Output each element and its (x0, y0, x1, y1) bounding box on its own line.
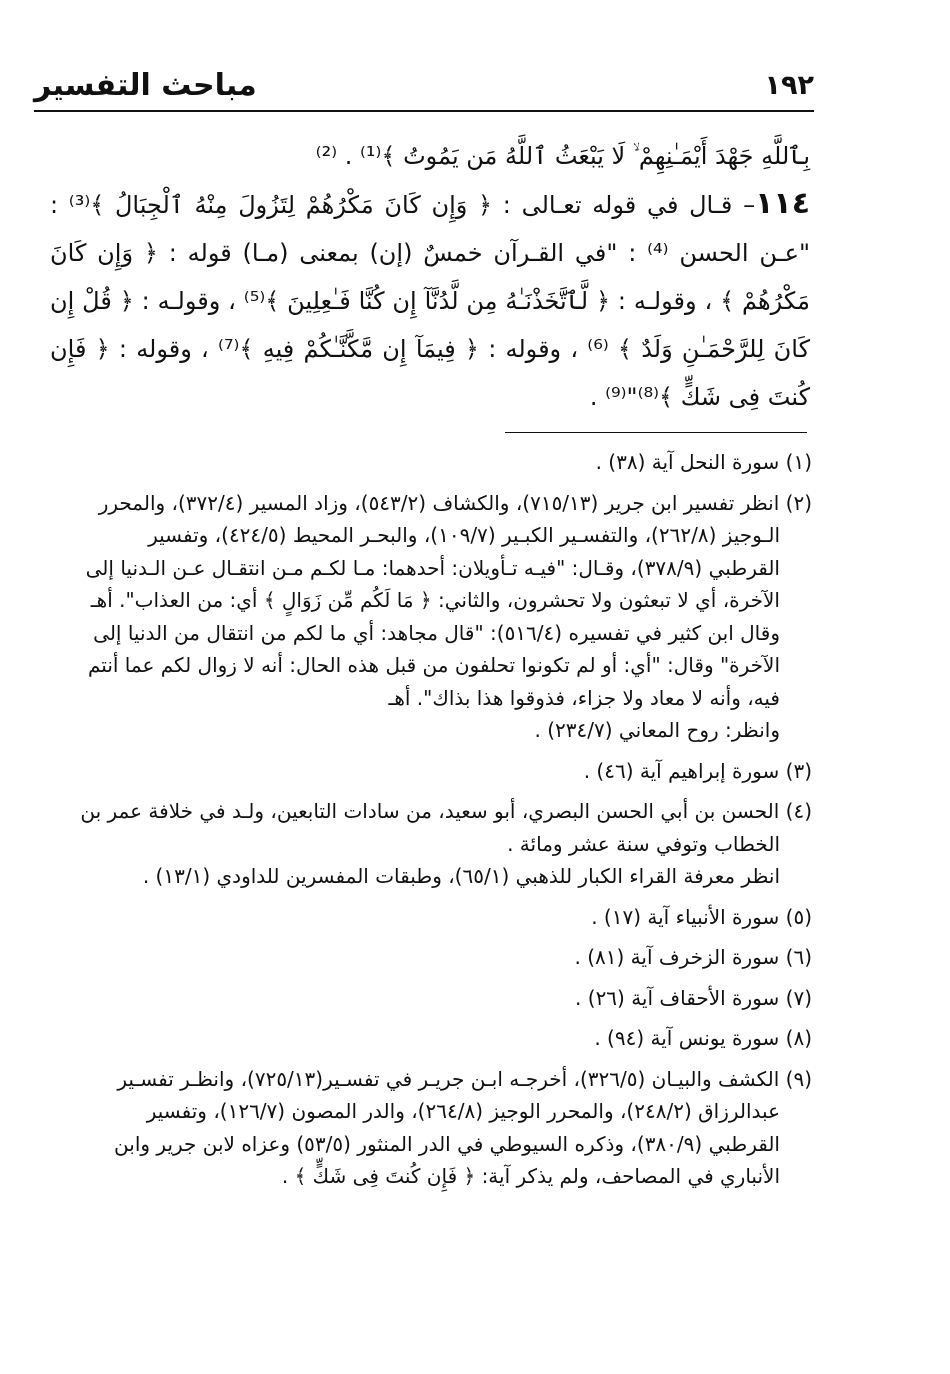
footnote (62, 755, 812, 788)
footnote (62, 446, 812, 479)
item-number: ١١٤ (755, 186, 811, 221)
footnote (62, 795, 812, 893)
footnote-line: الـوجيز (٢٦٢/٨)، والتفسـير الكبـير (١٠٩/٧)، والبحـر المحيط (٤٢٤/٥)، وتفسير (148, 523, 780, 547)
footnote (62, 1022, 812, 1055)
footnote-line: انظر معرفة القراء الكبار للذهبي (٦٥/١)، وطبقات المفسرين للداودي (١٣/١) . (142, 864, 780, 888)
footnote-line: (٦) سورة الزخرف آية (٨١) . (574, 945, 812, 969)
footnote-line: الأنباري في المصاحف، ولم يذكر آية: ﴿ فَإِن كُنتَ فِى شَكٍّ ﴾ . (281, 1164, 780, 1188)
footnote (62, 487, 812, 747)
item-paragraph (50, 180, 810, 421)
footnote-line: وانظر: روح المعاني (٢٣٤/٧) . (534, 718, 780, 742)
running-title: مباحث التفسير (34, 68, 257, 103)
footnote-line: (٥) سورة الأنبياء آية (١٧) . (591, 904, 812, 929)
footnote-line: (٩) الكشف والبيـان (٣٢٦/٥)، أخرجـه ابـن جريـر في تفسـير(٧٢٥/١٣)، وانظـر تفسـير (117, 1066, 812, 1091)
footnote (62, 901, 812, 934)
footnote-line: (٨) سورة يونس آية (٩٤) . (594, 1026, 812, 1050)
footnote-line: وقال ابن كثير في تفسيره (٥١٦/٤): "قال مجاهد: أي ما لكم من انتقال من الدنيا إلى (93, 620, 780, 645)
footnote-line: الآخرة، أي لا تبعثون ولا تحشرون، والثاني: ﴿ مَا لَكُم مِّن زَوَالٍ ﴾ أي: من العذاب". أهـ (90, 588, 780, 612)
page-header (34, 62, 814, 112)
footnote (62, 982, 812, 1015)
footnotes (62, 446, 812, 1201)
main-text (50, 132, 810, 421)
footnote-divider (505, 432, 807, 433)
footnote-line: (٣) سورة إبراهيم آية (٤٦) . (583, 758, 812, 783)
footnote (62, 1063, 812, 1193)
footnote-line: عبدالرزاق (٢٤٨/٢)، والمحرر الوجيز (٢٦٤/٨)، والدر المصون (١٢٦/٧)، وتفسير (146, 1099, 780, 1123)
verse-continuation: بِٱللَّهِ جَهْدَ أَيْمَـٰنِهِمْ ۙ لَا يَبْعَثُ ٱللَّهُ مَن يَمُوتُ ﴾⁽¹⁾ . ⁽²⁾ (315, 142, 810, 170)
page-number: ١٩٢ (764, 70, 814, 101)
footnote-line: (١) سورة النحل آية (٣٨) . (595, 450, 812, 474)
footnote-line: (٤) الحسن بن أبي الحسن البصري، أبو سعيد، من سادات التابعين، ولـد في خلافة عمر بن (80, 799, 812, 823)
footnote-line: الآخرة" وقال: "أي: أو لم تكونوا تحلفون من قبل هذه الحال: أنه لا زوال لكم عما أنتم (87, 653, 780, 677)
item-text: – قـال في قوله تعـالى : ﴿ وَإِن كَانَ مَكْرُهُمْ لِتَزُولَ مِنْهُ ٱلْجِبَالُ ﴾⁽³⁾ : "عـن الحسن ⁽⁴⁾ : "في القـرآن خمسٌ (إن) بمعنى (مـا) قوله : ﴿ وَإِن كَانَ مَكْرُهُمْ ﴾ ، وقولـه : ﴿ لَّٱتَّخَذْنَـٰهُ مِن لَّدُنَّآ إِن كُنَّا فَـٰعِلِينَ ﴾⁽⁵⁾ ، وقولـه : ﴿ قُلْ إِن كَانَ لِلرَّحْمَـٰنِ وَلَدٌ ﴾ ⁽⁶⁾ ، وقوله : ﴿ فِيمَآ إِن مَّكَّنَّـٰكُمْ فِيهِ ﴾⁽⁷⁾ ، وقوله : ﴿ فَإِن كُنتَ فِى شَكٍّ ﴾⁽⁸⁾"⁽⁹⁾ . (50, 191, 811, 411)
footnote-line: الخطاب وتوفي سنة عشر ومائة . (507, 831, 780, 856)
footnote-line: القرطبي (٣٧٨/٩)، وقـال: "فيـه تـأويلان: أحدهما: مـا لكـم مـن انتقـال عـن الـدنيا إلى (85, 555, 780, 580)
footnote-line: (٢) انظر تفسير ابن جرير (٧١٥/١٣)، والكشاف (٥٤٣/٢)، وزاد المسير (٣٧٢/٤)، والمحرر (98, 490, 812, 515)
footnote (62, 941, 812, 974)
footnote-line: (٧) سورة الأحقاف آية (٢٦) . (575, 985, 812, 1010)
footnote-line: فيه، وأنه لا معاد ولا جزاء، فذوقوا هذا بذاك". أهـ (388, 685, 780, 710)
footnote-line: القرطبي (٣٨٠/٩)، وذكره السيوطي في الدر المنثور (٥٣/٥) وعزاه لابن جرير وابن (114, 1131, 780, 1156)
